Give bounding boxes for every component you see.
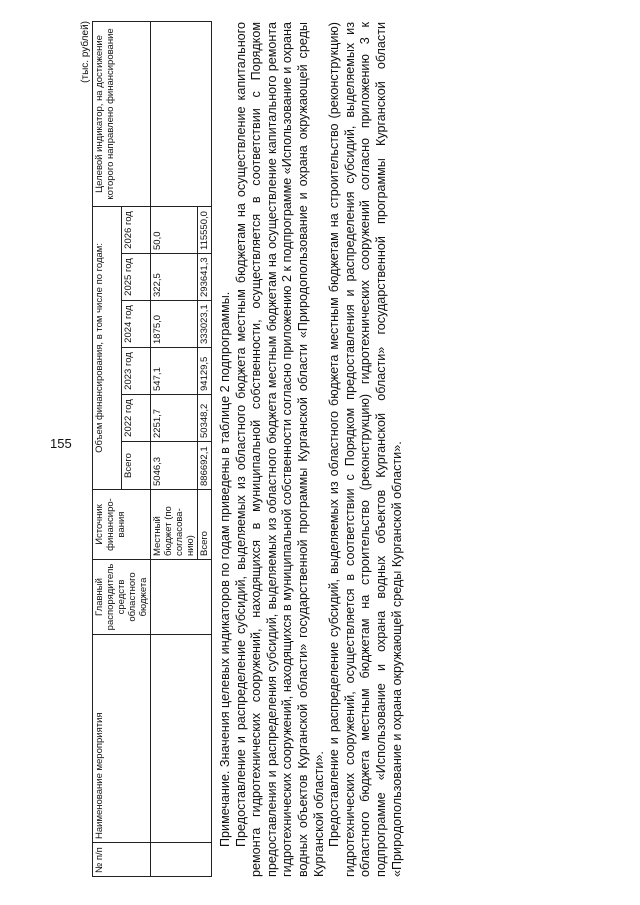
cell-value: 50348,2 bbox=[198, 395, 212, 442]
header-target: Целевой индикатор, на достижение которого направлено финансирование bbox=[93, 21, 151, 206]
financing-table bbox=[92, 21, 212, 877]
header-no: № п/п bbox=[93, 843, 151, 877]
header-volume: Объем финансирования, в том числе по годам: bbox=[93, 206, 122, 489]
cell-value: 322,5 bbox=[151, 254, 198, 301]
table-row bbox=[151, 21, 198, 876]
cell-value: 547,1 bbox=[151, 348, 198, 395]
header-total: Всего bbox=[122, 442, 151, 490]
header-year: 2024 год bbox=[122, 301, 151, 348]
cell-source: Всего bbox=[198, 490, 212, 560]
cell-source: Местный бюджет (по согласова-нию) bbox=[151, 490, 198, 560]
cell-name bbox=[151, 635, 212, 843]
page-number: 155 bbox=[50, 436, 72, 451]
cell-value: 333023,1 bbox=[198, 301, 212, 348]
cell-value: 1875,0 bbox=[151, 301, 198, 348]
cell-no bbox=[151, 843, 212, 877]
cell-value: 293641,3 bbox=[198, 254, 212, 301]
header-year: 2026 год bbox=[122, 206, 151, 253]
table-header-row bbox=[93, 21, 122, 876]
cell-target bbox=[151, 21, 212, 206]
cell-total: 5046,3 bbox=[151, 442, 198, 490]
header-name: Наименование мероприятия bbox=[93, 635, 151, 843]
header-year: 2022 год bbox=[122, 395, 151, 442]
unit-label: (тыс. рублей) bbox=[80, 21, 91, 83]
cell-value: 115550,0 bbox=[198, 206, 212, 253]
header-distributor: Главный распорядитель средств областного бюджета bbox=[93, 560, 151, 635]
rotated-page-content bbox=[80, 17, 540, 887]
cell-value: 2251,7 bbox=[151, 395, 198, 442]
paragraph-repair-subsidies: Предоставление и распределение субсидий, выделяемых из областного бюджета местным бюджетам на осуществление капитального ремонта гидротехнических сооружений, находящихся в муниципальной собственности, осуществляется в соответствии с Порядком предоставления и распределения субсидий, выделяемых из областного бюджета местным бюджетам на осуществление капитального ремонта гидротехнических сооружений, находящихся в муниципальной собственности согласно приложению 2 к подпрограмме «Использование и охрана водных объектов Курганской области» государственной программы Курганской области «Природопользование и охрана окружающей среды Курганской области». bbox=[233, 22, 326, 877]
body-text bbox=[218, 22, 405, 877]
header-year: 2025 год bbox=[122, 254, 151, 301]
header-year: 2023 год bbox=[122, 348, 151, 395]
note-paragraph: Примечание. Значения целевых индикаторов по годам приведены в таблице 2 подпрограммы. bbox=[218, 291, 232, 847]
cell-value: 94129,5 bbox=[198, 348, 212, 395]
cell-total: 886692,1 bbox=[198, 442, 212, 490]
cell-value: 50,0 bbox=[151, 206, 198, 253]
cell-distributor bbox=[151, 560, 212, 635]
header-source: Источник финансиро-вания bbox=[93, 490, 151, 560]
paragraph-construction-subsidies: Предоставление и распределение субсидий, выделяемых из областного бюджета местным бюджетам на строительство (реконструкцию) гидротехнических сооружений, осуществляется в соответствии с Порядком предоставления и распределения субсидий, выделяемых из областного бюджета местным бюджетам на строительство (реконструкцию) гидротехнических сооружений согласно приложению 3 к подпрограмме «Использование и охрана водных объектов Курганской области» государственной программы Курганской области «Природопользование и охрана окружающей среды Курганской области». bbox=[327, 22, 404, 877]
